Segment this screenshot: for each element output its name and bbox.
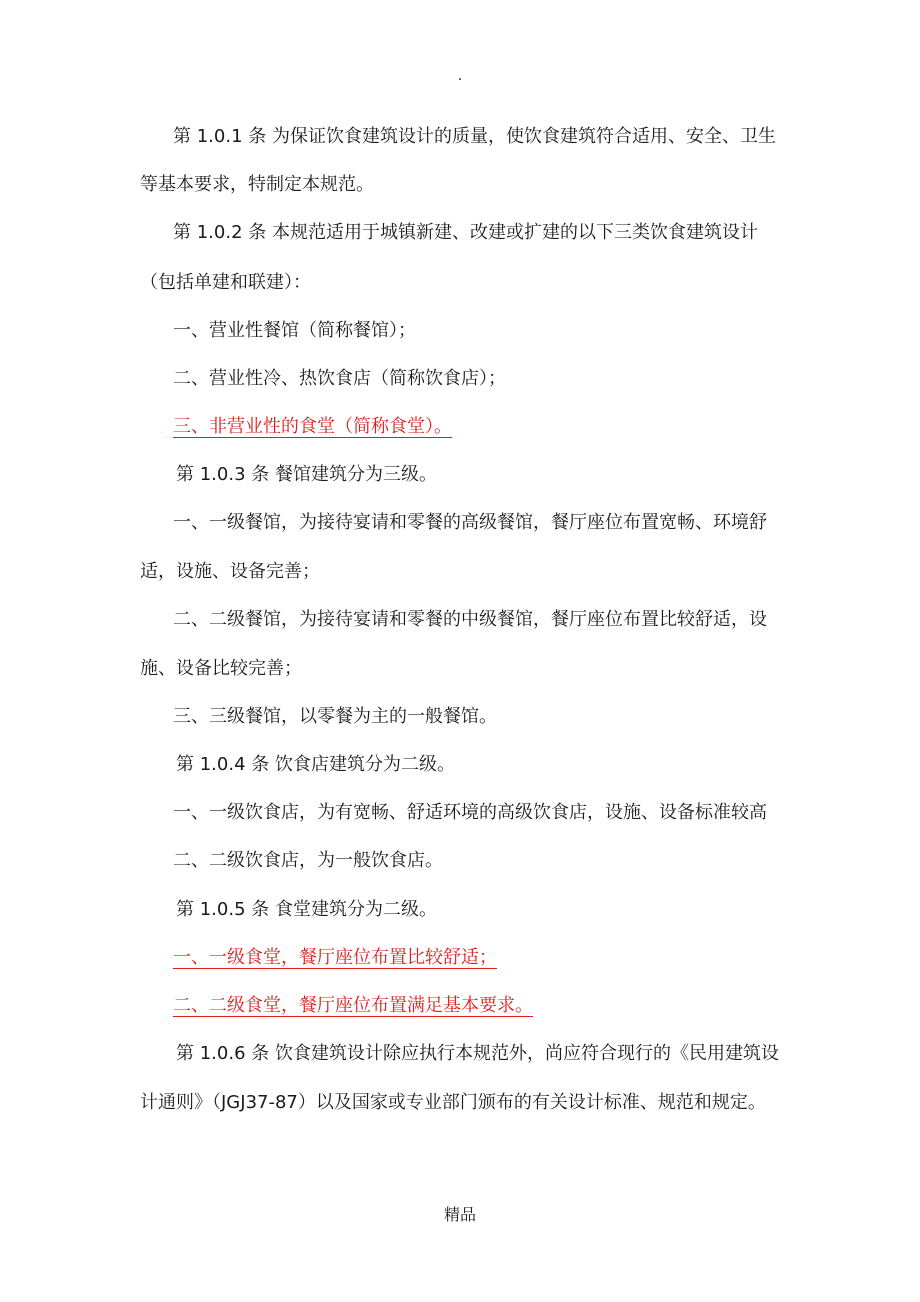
page-footer-label: 精品: [443, 1205, 476, 1224]
article-1-0-3-item-1-line-1: 一、一级餐馆，为接待宴请和零餐的高级餐馆，餐厅座位布置宽畅、环境舒: [173, 512, 767, 533]
article-1-0-3-item-2-line-2: 施、设备比较完善；: [140, 658, 302, 679]
article-1-0-2-item-1: 一、营业性餐馆（简称餐馆）；: [173, 320, 416, 341]
article-1-0-6-line-2: 计通则》（JGJ37-87）以及国家或专业部门颁布的有关设计标准、规范和规定。: [140, 1092, 766, 1113]
article-1-0-3-item-3: 三、三级餐馆，以零餐为主的一般餐馆。: [173, 706, 497, 727]
article-1-0-5-line-1: 第 1.0.5 条 食堂建筑分为二级。: [176, 899, 437, 920]
article-1-0-4-line-1: 第 1.0.4 条 饮食店建筑分为二级。: [176, 754, 455, 775]
article-1-0-5-item-1-highlighted: 一、一级食堂，餐厅座位布置比较舒适；: [173, 947, 497, 968]
article-1-0-6-line-1: 第 1.0.6 条 饮食建筑设计除应执行本规范外，尚应符合现行的《民用建筑设: [176, 1043, 779, 1064]
article-1-0-5-item-2-highlighted: 二、二级食堂，餐厅座位布置满足基本要求。: [173, 995, 533, 1016]
article-1-0-3-item-1-line-2: 适，设施、设备完善；: [140, 561, 320, 582]
article-1-0-3-item-2-line-1: 二、二级餐馆，为接待宴请和零餐的中级餐馆，餐厅座位布置比较舒适，设: [173, 609, 767, 630]
article-1-0-1-line-2: 等基本要求，特制定本规范。: [140, 174, 374, 195]
article-1-0-4-item-1: 一、一级饮食店，为有宽畅、舒适环境的高级饮食店，设施、设备标准较高: [173, 802, 767, 823]
page-header-mark: .: [457, 68, 463, 84]
article-1-0-2-item-3-highlighted: 三、非营业性的食堂（简称食堂）。: [173, 416, 452, 437]
article-1-0-2-item-2: 二、营业性冷、热饮食店（简称饮食店）；: [173, 368, 506, 389]
article-1-0-2-line-1: 第 1.0.2 条 本规范适用于城镇新建、改建或扩建的以下三类饮食建筑设计: [173, 222, 758, 243]
article-1-0-2-line-2: （包括单建和联建）：: [140, 272, 311, 293]
article-1-0-4-item-2: 二、二级饮食店，为一般饮食店。: [173, 850, 443, 871]
article-1-0-1-line-1: 第 1.0.1 条 为保证饮食建筑设计的质量，使饮食建筑符合适用、安全、卫生: [173, 126, 776, 147]
article-1-0-3-line-1: 第 1.0.3 条 餐馆建筑分为三级。: [176, 464, 437, 485]
